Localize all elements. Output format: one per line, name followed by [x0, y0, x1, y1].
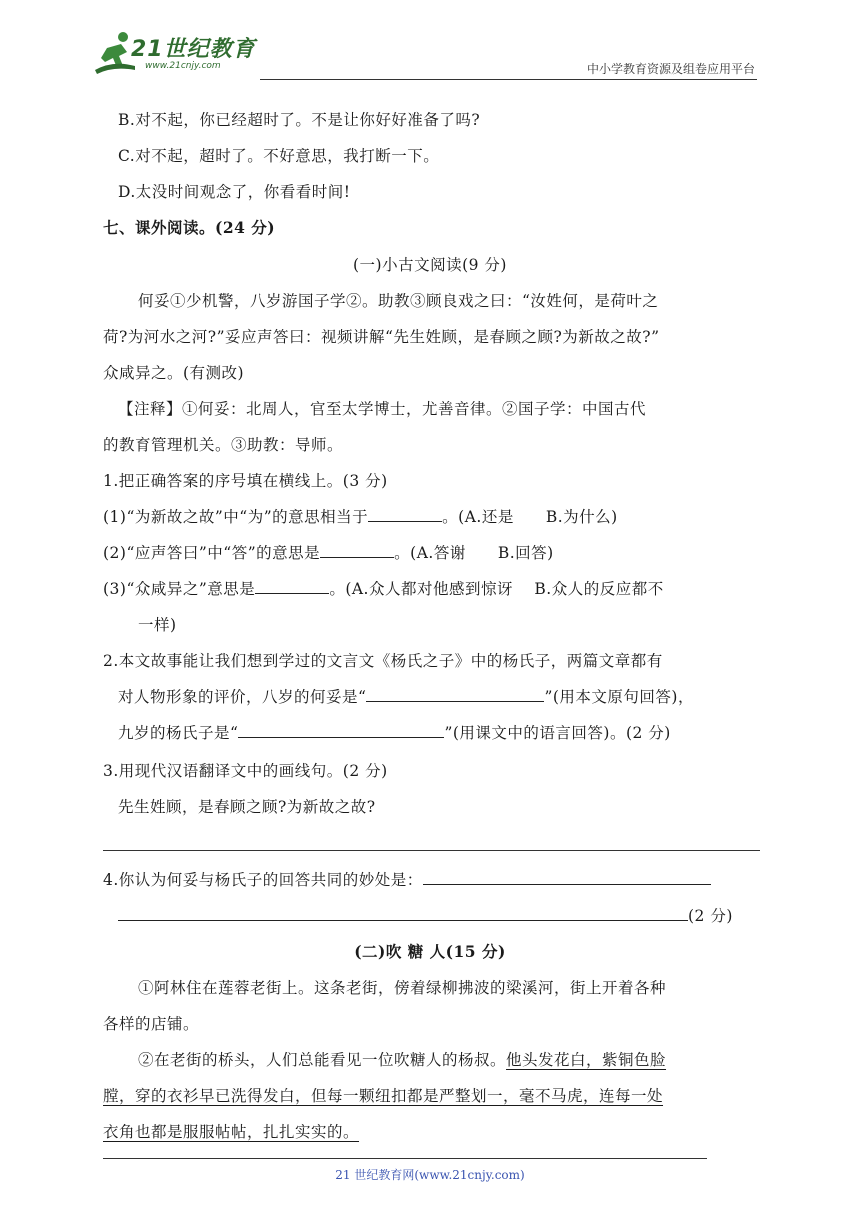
story-paragraph-2-line-3: 衣角也都是服服帖帖，扎扎实实的。: [103, 1123, 360, 1141]
q2-answer-blank-1[interactable]: [366, 687, 544, 702]
section-seven-title: 七、课外阅读。(24 分): [103, 218, 276, 237]
notes-line-2: 的教育管理机关。③助教：导师。: [103, 436, 344, 454]
q1-3-choices: 。(A.众人都对他感到惊讶 B.众人的反应都不: [329, 580, 664, 598]
question-3-sentence: 先生姓顾，是春顾之顾?为新故之故?: [118, 798, 376, 816]
header-divider: [260, 79, 757, 80]
q1-3-answer-blank[interactable]: [255, 579, 329, 594]
question-2-line-1: 2.本文故事能让我们想到学过的文言文《杨氏之子》中的杨氏子，两篇文章都有: [103, 652, 663, 670]
q1-1-answer-blank[interactable]: [368, 507, 442, 522]
story-paragraph-1-line-2: 各样的店铺。: [103, 1015, 200, 1033]
option-b: B.对不起，你已经超时了。不是让你好好准备了吗?: [118, 111, 481, 129]
q1-1-choices: 。(A.还是 B.为什么): [442, 508, 618, 526]
header-platform-name: 中小学教育资源及组卷应用平台: [586, 62, 755, 76]
q1-3-stem: (3)“众咸异之”意思是: [103, 580, 256, 598]
q2-hint-a: ”(用本文原句回答)，: [544, 688, 694, 706]
question-2-line-2: [118, 687, 694, 707]
p2-plain: ②在老街的桥头，人们总能看见一位吹糖人的杨叔。: [138, 1051, 507, 1069]
footer-source[interactable]: 21 世纪教育网(www.21cnjy.com): [335, 1168, 525, 1182]
q2-stem-b: 九岁的杨氏子是“: [118, 724, 239, 742]
logo-text: 21世纪教育: [131, 37, 256, 62]
question-4-line-2: [118, 906, 733, 926]
q1-2-answer-blank[interactable]: [320, 543, 394, 558]
part-two-title: (二)吹 糖 人(15 分): [354, 942, 506, 961]
question-4: [103, 870, 711, 890]
question-1-2: [103, 543, 554, 563]
q4-answer-blank-2[interactable]: [118, 906, 688, 921]
passage-line-2: 荷?为河水之河?”妥应声答曰：视频讲解“先生姓顾，是春顾之顾?为新故之故?”: [103, 328, 660, 346]
q1-2-stem: (2)“应声答曰”中“答”的意思是: [103, 544, 321, 562]
passage-line-3: 众咸异之。(有测改): [103, 364, 245, 382]
q4-answer-blank-1[interactable]: [423, 870, 711, 885]
option-c: C.对不起，超时了。不好意思，我打断一下。: [118, 147, 440, 165]
footer-divider: [103, 1158, 707, 1159]
story-paragraph-1-line-1: ①阿林住在莲蓉老街上。这条老街，傍着绿柳拂波的梁溪河，街上开着各种: [138, 979, 667, 997]
q2-stem-a: 对人物形象的评价，八岁的何妥是“: [118, 688, 367, 706]
q2-answer-blank-2[interactable]: [238, 723, 444, 738]
page-header: [0, 0, 860, 82]
q4-stem: 4.你认为何妥与杨氏子的回答共同的妙处是：: [103, 871, 423, 889]
question-3: 3.用现代汉语翻译文中的画线句。(2 分): [103, 762, 388, 780]
site-logo[interactable]: [93, 30, 263, 80]
story-paragraph-2-line-2: 膛，穿的衣衫早已洗得发白，但每一颗纽扣都是严整划一，毫不马虎，连每一处: [103, 1087, 664, 1105]
question-1: 1.把正确答案的序号填在横线上。(3 分): [103, 472, 388, 490]
passage-line-1: 何妥①少机警，八岁游国子学②。助教③顾良戏之曰：“汝姓何，是荷叶之: [138, 292, 659, 310]
q3-answer-line[interactable]: [103, 850, 760, 851]
part-one-title: (一)小古文阅读(9 分): [353, 256, 507, 274]
question-1-3-cont: 一样): [138, 616, 177, 634]
q1-1-stem: (1)“为新故之故”中“为”的意思相当于: [103, 508, 369, 526]
question-1-1: [103, 507, 618, 527]
p2-underlined-start: 他头发花白，紫铜色脸: [506, 1051, 667, 1069]
logo-url: www.21cnjy.com: [145, 61, 221, 71]
question-1-3: [103, 579, 664, 599]
story-paragraph-2-line-1: [138, 1050, 666, 1070]
notes-line-1: 【注释】①何妥：北周人，官至太学博士，尤善音律。②国子学：中国古代: [118, 400, 647, 418]
q1-2-choices: 。(A.答谢 B.回答): [394, 544, 554, 562]
q4-score: (2 分): [688, 907, 733, 925]
question-2-line-3: [118, 723, 671, 743]
q2-hint-b: ”(用课文中的语言回答)。(2 分): [444, 724, 671, 742]
option-d: D.太没时间观念了，你看看时间!: [118, 183, 351, 201]
